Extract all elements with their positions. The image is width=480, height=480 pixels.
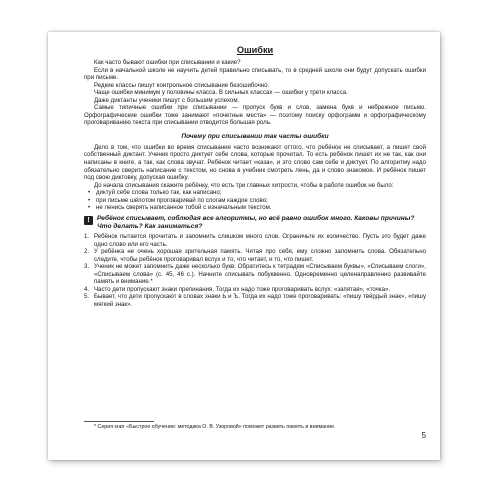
intro-paragraph: Редкие классы пишут контрольное списывание безошибочно. — [94, 81, 270, 89]
tip-box — [84, 215, 426, 231]
list-item: 1. Ребёнок пытается прочитать и запомнить слишком много слов. Ограничьте их количество. Пусть это будет даже одно слово или его часть. — [84, 233, 426, 248]
list-item: 5. Бывает, что дети пропускают в словах знаки Ь и Ъ. Тогда их надо тоже проговаривать: «пишу твёрдый знак», «пишу мягкий знак». — [84, 293, 426, 308]
list-item: 2. У ребёнка не очень хорошая зрительная память. Читая про себя, ему сложно запомнить слова. Обязательно следите, чтобы ребёнок проговаривал вслух и то, что читает, и то, что пишет. — [84, 248, 426, 263]
bullet-icon: • — [88, 204, 91, 212]
page-content — [84, 41, 426, 309]
tip-text: Ребёнок списывает, соблюдая все алгоритмы, но всё равно ошибок много. Каковы причины? Что делать? Как заниматься? — [97, 214, 415, 230]
exclamation-icon: ! — [84, 216, 93, 225]
list-item: 3. Ученик не может запомнить даже несколько букв. Обратитесь к тетрадям «Списываем буквы», «Списываем слоги», «Списываем слова» (с. 45, 46 с.). Начните списывать побуквенно. Одновременно целенаправленно развивайте память и внимание.* — [84, 263, 426, 286]
section-paragraph: До начала списывания скажите ребёнку, что есть три главных хитрости, чтобы в работе ошибок не было: — [94, 181, 394, 189]
section-paragraph: Дело в том, что ошибки во время списывания часто возникают оттого, что ребёнок не списывает, а пишет свой собственный диктант. Ученик просто диктует себе слова, которые прочитал. То есть ребёнок пишет их не так, как они написаны в книге, а так, как слова звучат. Ребёнок читает «каза», и это слово сам себе и диктует. По алгоритму надо обязательно сверить написание с текстом, но снова в учебник смотреть лень, да и слово знакомое. И ребёнок пишет под свою диктовку, допуская ошибку. — [84, 143, 426, 182]
footnote-divider — [84, 421, 154, 422]
list-item: • не ленись сверять написанное тобой с изначальным текстом. — [88, 204, 272, 212]
intro-paragraph: Как часто бывают ошибки при списывании и какие? — [94, 59, 241, 66]
page-number: 5 — [421, 431, 426, 440]
list-item: • при письме шёпотом проговаривай по слогам каждое слово; — [88, 196, 268, 204]
footnote: * Серия книг «Быстрое обучение: методика О. В. Узоровой» поможет развить память и внимание. — [94, 424, 336, 430]
page-title: Ошибки — [236, 45, 274, 55]
intro-paragraph: Самые типичные ошибки при списывании — пропуск букв и слов, замена букв и небрежное письмо. Орфографические ошибки тоже занимают «почетные места» — поэтому поиску орфограмм и орфографическому проговариванию текста при списывании отводится большая роль. — [84, 104, 426, 127]
list-item: 4. Часто дети пропускают знаки препинания. Тогда их надо тоже проговаривать вслух: «запятая», «точка». — [84, 285, 391, 293]
intro-text — [84, 59, 426, 127]
intro-paragraph: Если в начальной школе не научить детей правильно списывать, то в средней школе они будут допускать ошибки при письме. — [84, 66, 426, 82]
book-page — [48, 32, 440, 460]
bullet-icon: • — [88, 196, 91, 204]
section-text — [84, 144, 426, 189]
intro-paragraph: Чаще ошибки минимум у половины класса. В сильных классах — ошибки у трети класса. — [94, 89, 348, 97]
list-item: • диктуй себе слова только так, как написано; — [88, 189, 222, 197]
bullet-icon: • — [88, 189, 91, 197]
tricks-list — [84, 189, 426, 212]
causes-list — [84, 233, 426, 308]
section-heading: Почему при списывании так часты ошибки — [181, 132, 329, 140]
intro-paragraph: Даже диктанты ученики пишут с большим успехом. — [94, 96, 240, 104]
